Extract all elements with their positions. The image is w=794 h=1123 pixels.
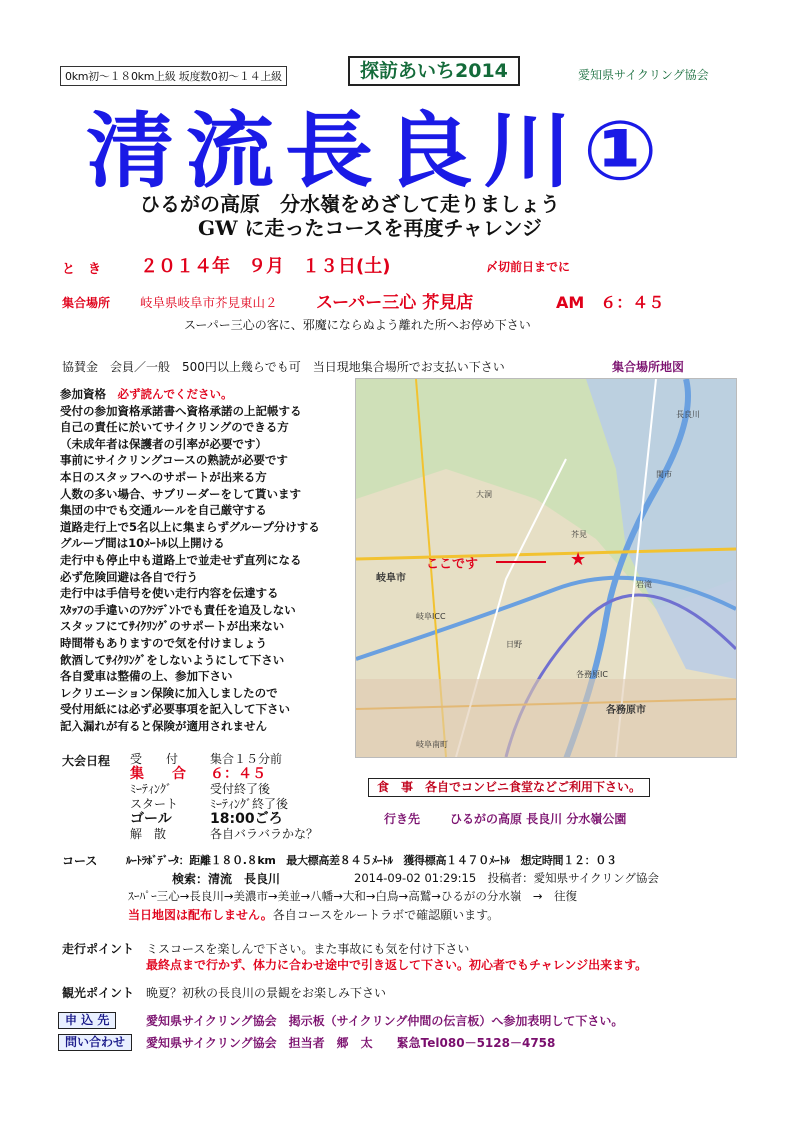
requirement-item: 自己の責任に於いてサイクリングのできる方 [60,420,289,435]
schedule-row [130,782,318,797]
level-info: 0km初～１８0km上級 坂度数0初～１４上級 [60,66,287,86]
map-label: 各務原市 [606,705,646,716]
requirements-label: 参加資格 [60,387,106,401]
schedule-row [130,812,318,827]
course-route-data: ﾙｰﾄﾗﾎﾞﾃﾞｰﾀ：距離１８０.８km 最大標高差８４５ﾒｰﾄﾙ 獲得標高１４７０ﾒｰﾄﾙ 想定時間１２：０３ [126,854,617,867]
schedule-row [130,767,318,782]
course-label: コース [62,854,98,868]
requirement-item: 各自愛車は整備の上、参加下さい [60,669,233,684]
map-graphic [356,379,736,757]
date-label: と き [62,262,102,277]
deadline: 〆切前日までに [486,260,571,274]
check-route-note: 各自コースをルートラボで確認願います。 [272,908,500,922]
schedule-row [130,752,318,767]
contact-label: 問い合わせ [58,1034,132,1051]
subtitle-2: GW に走ったコースを再度チャレンジ [198,216,542,240]
requirements [60,386,320,734]
meeting-place: スーパー三心 芥見店 [316,293,474,313]
here-arrow [496,561,546,563]
requirement-item: 人数の多い場合、サブリーダーをして貰います [60,486,302,501]
requirement-item: 走行中も停止中も道路上で並走せず直列になる [60,552,302,567]
sightseeing-label: 観光ポイント [62,986,135,1000]
requirement-item: レクリエーション保険に加入しましたので [60,685,278,700]
requirement-item: （未成年者は保護者の引率が必要です） [60,436,267,451]
event-badge: 探訪あいち2014 [348,56,520,86]
schedule-key: 解 散 [130,827,167,841]
schedule-value: ６：４５ [210,766,266,782]
schedule-row [130,827,318,842]
map-label: 岐阜南町 [416,740,448,749]
schedule-key: 集 合 [130,766,186,782]
sightseeing-text: 晩夏？初秋の長良川の景観をお楽しみ下さい [146,986,387,1000]
schedule-value: 18:00ごろ [210,811,283,827]
area-map[interactable] [355,378,737,758]
event-date: ２０１４年 ９月 １３日(土) [140,256,391,277]
schedule-value: 集合１５分前 [210,752,283,766]
requirement-item: 走行中は手信号を使い走行内容を伝達する [60,586,279,601]
meal-info: 食 事 各自でコンビニ食堂などご利用下さい。 [368,778,650,797]
map-label: 長良川 [676,410,700,419]
destination: ひるがの高原 長良川 分水嶺公園 [450,812,627,826]
points-line-1: ミスコースを楽しんで下さい。また事故にも気を付け下さい [146,942,470,956]
schedule-row [130,797,318,812]
requirement-item: 必ず危険回避は各自で行う [60,569,198,584]
requirement-item: 事前にサイクリングコースの熟読が必要です [60,453,288,468]
requirement-item: 記入漏れが有ると保険が適用されません [60,718,267,733]
map-label: 岐阜市 [376,573,406,584]
schedule-label: 大会日程 [62,754,111,768]
course-note [128,906,499,923]
fee-info: 協賛金 会員／一般 500円以上幾らでも可 当日現地集合場所でお支払い下さい [62,360,505,374]
map-label: 芥見 [571,530,587,539]
course-post-info: 2014-09-02 01:29:15 投稿者：愛知県サイクリング協会 [354,871,659,885]
requirement-item: グループ間は10ﾒｰﾄﾙ以上開ける [60,536,225,551]
page-title: 清流長良川① [86,104,669,199]
requirement-item: ｽﾀｯﾌの手違いのｱｸｼﾃﾞﾝﾄでも責任を追及しない [60,602,296,617]
star-marker-icon: ★ [570,549,587,570]
requirement-item: 受付用紙には必ず必要事項を記入して下さい [60,702,290,717]
schedule-value: 受付終了後 [210,782,271,796]
no-map-note: 当日地図は配布しません。 [128,908,273,922]
requirements-must: 必ず読んでください。 [117,387,233,401]
meeting-time: AM ６：４５ [556,293,665,312]
map-label: 各務原IC [576,670,608,679]
meeting-address: 岐阜県岐阜市芥見東山２ [140,295,278,310]
schedule-key: 受 付 [130,752,179,766]
points-label: 走行ポイント [62,942,135,956]
map-label: 岐阜ICC [416,612,446,621]
schedule-key: ゴール [130,811,172,827]
map-label: 関市 [656,470,672,479]
organizer: 愛知県サイクリング協会 [578,68,709,82]
schedule-key: ﾐｰﾃｨﾝｸﾞ [130,782,173,796]
points-line-2: 最終点まで行かず、体力に合わせ途中で引き返して下さい。初心者でもチャレンジ出来ます。 [146,958,648,972]
requirement-item: スタッフにてｻｲｸﾘﾝｸﾞのサポートが出来ない [60,619,285,634]
schedule-value: ﾐｰﾃｨﾝｸﾞ終了後 [210,797,289,811]
destination-label: 行き先 [384,812,421,826]
meeting-label: 集合場所 [62,296,111,310]
requirement-item: 飲酒してｻｲｸﾘﾝｸﾞをしないようにして下さい [60,652,285,667]
here-label: ここです [426,557,479,572]
requirement-item: 本日のスタッフへのサポートが出来る方 [60,469,267,484]
schedule-value: 各自バラバラかな？ [210,827,319,841]
requirement-item: 集団の中でも交通ルールを自己厳守する [60,503,267,518]
schedule-list [130,752,318,842]
course-search: 検索：清流 長良川 [172,872,281,886]
map-label: 大洞 [476,490,492,499]
subtitle-1: ひるがの高原 分水嶺をめざして走りましょう [140,192,560,216]
map-label: 日野 [506,640,522,649]
apply-label: 申 込 先 [58,1012,116,1029]
requirements-heading [60,386,320,403]
parking-note: スーパー三心の客に、邪魔にならぬよう離れた所へお停め下さい [184,318,531,332]
requirement-item: 時間帯もありますので気を付けましょう [60,635,267,650]
requirement-item: 受付の参加資格承諾書へ資格承諾の上記帳する [60,403,302,418]
contact-text: 愛知県サイクリング協会 担当者 郷 太 緊急Tel080－5128－4758 [146,1036,556,1050]
schedule-key: スタート [130,797,179,811]
requirement-item: 道路走行上で5名以上に集まらずグループ分けする [60,519,320,534]
apply-text: 愛知県サイクリング協会 掲示板（サイクリング仲間の伝言板）へ参加表明して下さい。 [146,1014,624,1028]
course-route: ｽｰﾊﾟｰ三心→長良川→美濃市→美並→八幡→大和→白鳥→高鷲→ひるがの分水嶺 → 往復 [128,889,577,903]
map-label: 岩滝 [636,580,652,589]
map-link[interactable]: 集合場所地図 [612,360,685,374]
